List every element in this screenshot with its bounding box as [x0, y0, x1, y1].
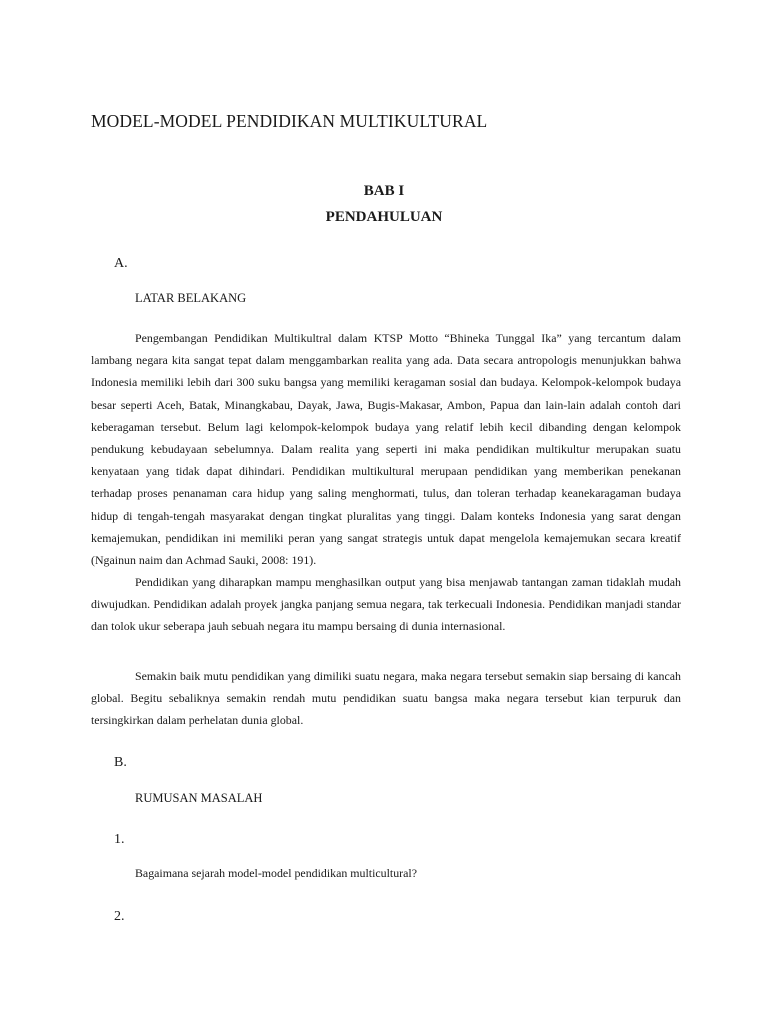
section-b-heading: RUMUSAN MASALAH [135, 791, 263, 805]
section-a-marker: A. [114, 256, 128, 271]
section-a-heading: LATAR BELAKANG [135, 291, 247, 305]
paragraph-background-3: Semakin baik mutu pendidikan yang dimiliki suatu negara, maka negara tersebut semakin siap bersaing di kancah global. Begitu sebaliknya semakin rendah mutu pendidikan suatu bangsa maka negara tersebut kian terpuruk dan tersingkirkan dalam perhelatan dunia global. [91, 669, 681, 728]
chapter-number: BAB I [363, 183, 405, 199]
paragraph-background-2: Pendidikan yang diharapkan mampu menghasilkan output yang bisa menjawab tantangan zaman tidaklah mudah diwujudkan. Pendidikan adalah proyek jangka panjang semua negara, tak terkecuali Indonesia. Pendidikan manjadi standar dan tolok ukur seberapa jauh sebuah negara itu mampu bersaing di dunia internasional. [91, 575, 681, 634]
question-1-text: Bagaimana sejarah model-model pendidikan multicultural? [135, 866, 417, 880]
question-1-number: 1. [114, 832, 125, 847]
document-title: MODEL-MODEL PENDIDIKAN MULTIKULTURAL [91, 111, 488, 131]
section-b-marker: B. [114, 755, 127, 770]
paragraph-background-1: Pengembangan Pendidikan Multikultral dalam KTSP Motto “Bhineka Tunggal Ika” yang tercantum dalam lambang negara kita sangat tepat dalam menggambarkan realita yang ada. Data secara antropologis menunjukkan bahwa Indonesia memiliki lebih dari 300 suku bangsa yang memiliki keragaman sosial dan budaya. Kelompok-kelompok budaya besar seperti Aceh, Batak, Minangkabau, Dayak, Jawa, Bugis-Makasar, Ambon, Papua dan lain-lain adalah contoh dari keberagaman tersebut. Belum lagi kelompok-kelompok budaya yang relatif lebih kecil dibanding dengan kelompok pendukung kebudayaan sebelumnya. Dalam realita yang seperti ini maka pendidikan multikultur merupakan suatu kenyataan yang tidak dapat dihindari. Pendidikan multikultural merupaan pendidikan yang memberikan penekanan terhadap proses penanaman cara hidup yang saling menghormati, tulus, dan toleran terhadap keanekaragaman budaya hidup di tengah-tengah masyarakat dengan tingkat pluralitas yang tinggi. Dalam konteks Indonesia yang sarat dengan kemajemukan, pendidikan ini memiliki peran yang sangat strategis untuk dapat mengelola kemajemukan secara kreatif (Ngainun naim dan Achmad Sauki, 2008: 191). [91, 331, 681, 568]
chapter-title: PENDAHULUAN [325, 209, 443, 225]
question-2-number: 2. [114, 909, 125, 924]
